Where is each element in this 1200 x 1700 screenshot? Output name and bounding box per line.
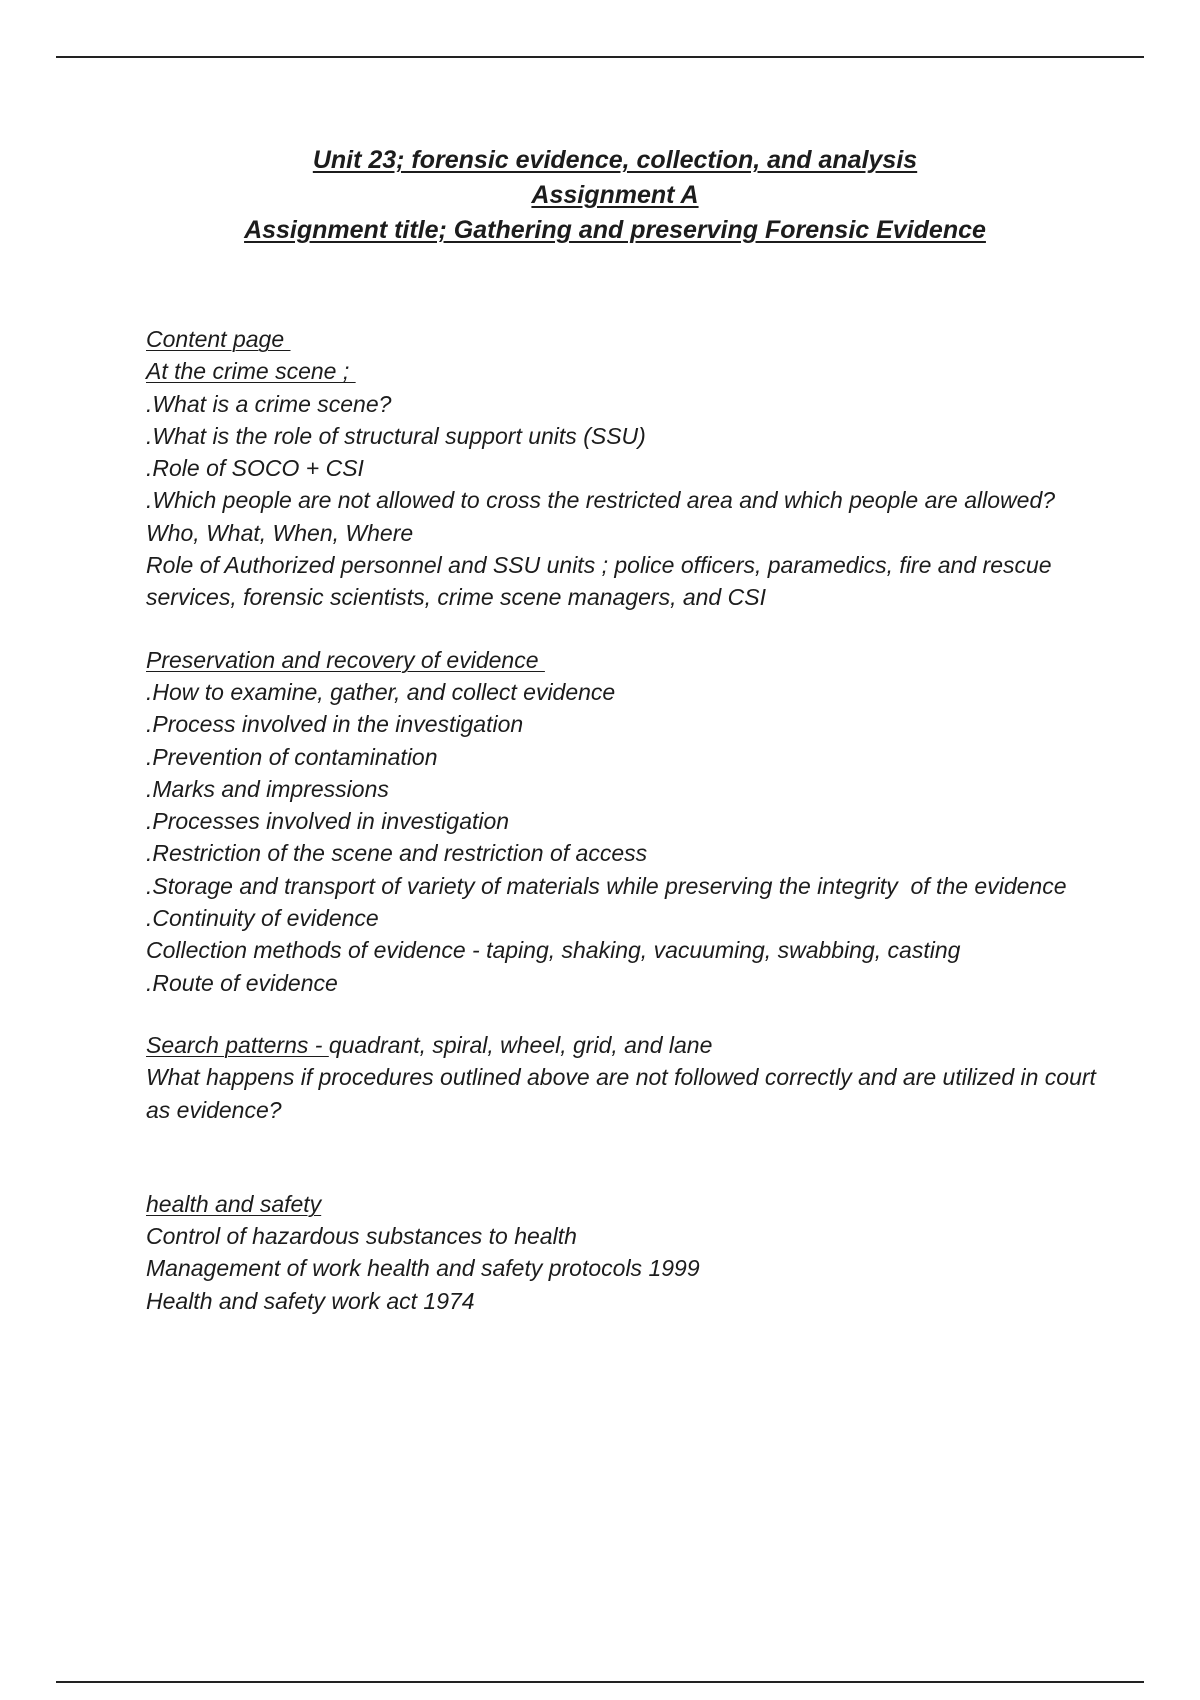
list-item: .Restriction of the scene and restriction of access [146,840,648,867]
list-item: Control of hazardous substances to health [146,1223,577,1250]
list-item: .Process involved in the investigation [146,711,524,738]
preservation-heading: Preservation and recovery of evidence [146,646,545,673]
title-block [0,143,1200,248]
list-item: .Processes involved in investigation [146,808,510,835]
search-patterns-heading: Search patterns - [146,1031,329,1058]
search-patterns-list: quadrant, spiral, wheel, grid, and lane [328,1031,713,1058]
list-item: Who, What, When, Where [146,519,414,546]
list-item: Management of work health and safety protocols 1999 [146,1255,700,1282]
assignment-label: Assignment A [531,181,699,209]
top-divider [56,56,1144,58]
list-item: Collection methods of evidence - taping, shaking, vacuuming, swabbing, casting [146,937,961,964]
list-item: What happens if procedures outlined above are not followed correctly and are utilized in court as evidence? [146,1064,1103,1123]
list-item: .What is a crime scene? [146,390,392,417]
list-item: .Which people are not allowed to cross the restricted area and which people are allowed? [146,487,1056,514]
list-item: .Storage and transport of variety of materials while preserving the integrity of the evidence [146,872,1067,899]
list-item: .Route of evidence [146,969,338,996]
content-body [146,323,1103,1317]
assignment-title: Assignment title; Gathering and preserving Forensic Evidence [244,216,986,244]
list-item: .What is the role of structural support units (SSU) [146,422,646,449]
bottom-divider [56,1681,1144,1683]
health-safety-heading: health and safety [146,1190,322,1217]
list-item: .Prevention of contamination [146,743,438,770]
list-item: Role of Authorized personnel and SSU units ; police officers, paramedics, fire and rescue services, forensic scientists, crime scene managers, and CSI [146,552,1058,611]
list-item: .How to examine, gather, and collect evidence [146,678,616,705]
list-item: Health and safety work act 1974 [146,1287,475,1314]
content-page-heading: Content page [146,326,291,352]
unit-title: Unit 23; forensic evidence, collection, and analysis [312,146,918,174]
list-item: .Role of SOCO + CSI [146,455,364,482]
crime-scene-heading: At the crime scene ; [146,358,356,385]
list-item: .Marks and impressions [146,775,389,802]
list-item: .Continuity of evidence [146,905,379,932]
